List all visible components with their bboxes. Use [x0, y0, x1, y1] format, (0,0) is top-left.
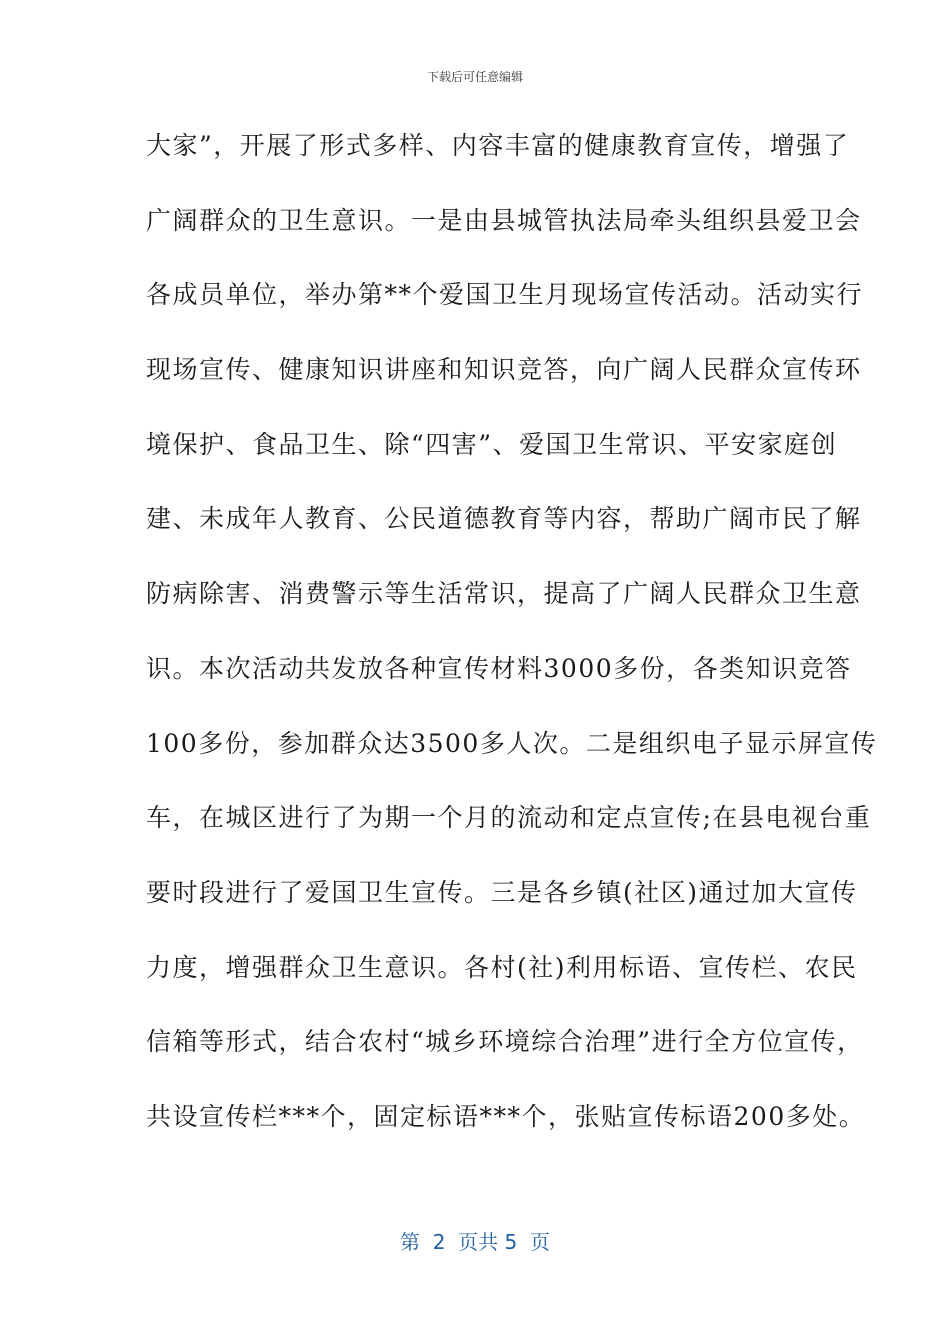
paragraph-line: 力度，增强群众卫生意识。各村(社)利用标语、宣传栏、农民: [146, 952, 858, 982]
paragraph-line: 防病除害、消费警示等生活常识，提高了广阔人民群众卫生意: [146, 579, 862, 609]
paragraph-line: 要时段进行了爱国卫生宣传。三是各乡镇(社区)通过加大宣传: [146, 877, 858, 907]
paragraph-line: 境保护、食品卫生、除“四害”、爱国卫生常识、平安家庭创: [146, 429, 838, 459]
paragraph-line: 识。本次活动共发放各种宣传材料3000多份，各类知识竞答: [146, 653, 852, 683]
document-body: [146, 128, 878, 1174]
paragraph-line: 大家”，开展了形式多样、内容丰富的健康教育宣传，增强了: [146, 131, 850, 160]
paragraph-line: 广阔群众的卫生意识。一是由县城管执法局牵头组织县爱卫会: [146, 205, 862, 235]
page-number-footer: 第 2 页共 5 页: [400, 1230, 550, 1254]
paragraph-line: 共设宣传栏***个，固定标语***个，张贴宣传标语200多处。: [146, 1101, 866, 1131]
paragraph-line: 信箱等形式，结合农村“城乡环境综合治理”进行全方位宣传，: [146, 1027, 864, 1057]
page-header: 下载后可任意编辑: [426, 70, 523, 84]
paragraph-line: 100多份，参加群众达3500多人次。二是组织电子显示屏宣传: [146, 728, 878, 758]
paragraph-line: 各成员单位，举办第**个爱国卫生月现场宣传活动。活动实行: [146, 280, 864, 310]
paragraph-line: 现场宣传、健康知识讲座和知识竞答，向广阔人民群众宣传环: [146, 355, 862, 385]
paragraph-line: 建、未成年人教育、公民道德教育等内容，帮助广阔市民了解: [146, 504, 862, 534]
paragraph-line: 车，在城区进行了为期一个月的流动和定点宣传;在县电视台重: [146, 803, 872, 833]
